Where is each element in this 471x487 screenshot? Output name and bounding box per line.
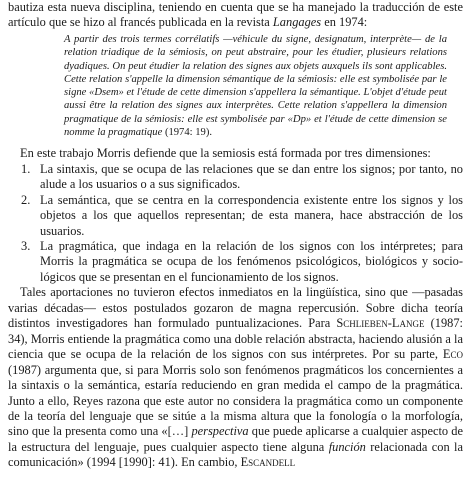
discussion-part-1: Tales aportaciones no tuvieron efectos inmediatos en la lingüística, sino que —pasadas varias décadas— estos postulados gozaron de magna repercusión. Sobre dicha teoría distintos investigadores han formulado puntualizaciones. Para [8, 285, 463, 331]
discussion-part-5: relacionada con la comunicación» (1994 [1990]: 41). En cambio, [8, 439, 463, 470]
list-item-number: 2. [21, 192, 31, 207]
list-item-text: La sintaxis, que se ocupa de las relaciones que se dan entre los signos; por tanto, no alude a los usuarios o a sus significados. [40, 161, 463, 192]
quote-citation: (1974: 19). [164, 126, 213, 138]
list-item [8, 239, 463, 285]
emphasis-perspectiva: perspectiva [191, 424, 249, 439]
author-eco: Eco [442, 347, 463, 362]
quote-text: A partir des trois termes corrélatifs —véhicule du signe, designatum, interprète— de la relation triadique de la sémiosis, on peut abstraire, pour les étudier, plusieurs relations dyadiques. On peut étudier la relation des signes aux objets auxquels ils sont applicables. Cette relation s'appelle la dimension sémantique de la sémiosis: elle est symbolisée par le signe «Dsem» et l'étude de cette dimension s'appellera la sémantique. L'objet d'étude peut aussi être la relation des signes aux interprètes. Cette relation s'appellera la dimension pragmatique de la sémiosis: elle est symbolisée par «Dp» et l'étude de cette dimension se nomme la pragmatique [64, 33, 447, 138]
list-item-number: 3. [21, 239, 31, 253]
list-item [8, 193, 463, 239]
discussion-part-3: (1987) argumenta que, si para Morris solo son fenómenos pragmáticos los concernientes a la sintaxis o la semántica, estaría reduciendo en gran medida el campo de la pragmática. Junto a ello, Reyes razona que este autor no considera la pragmática como un componente de la teoría del lenguaje que se sitúe a la misma altura que la fonología o la morfología, sino que la presenta como una «[…] [8, 362, 463, 439]
dimensions-list [8, 162, 463, 286]
author-schlieben-lange: Schlieben-Lange [336, 316, 425, 331]
list-item-text: La pragmática, que indaga en la relación de los signos con los intérpretes; para Morris la pragmática se ocupa de los fenómenos psicológicos, biológicos y socio-lógicos que se presentan en el funcionamiento de los signos. [40, 239, 463, 284]
paragraph-intro [8, 0, 463, 31]
journal-name: Langages [272, 15, 322, 30]
list-item-number: 1. [21, 161, 31, 176]
block-quote [64, 33, 447, 139]
discussion-part-4: que puede aplicarse a cualquier aspecto de la estructura del lenguaje, pues cualquier aspecto tiene alguna [8, 424, 463, 454]
author-escandell: Escandell [240, 455, 296, 470]
paragraph-discussion [8, 285, 463, 470]
paragraph-dimensions: En este trabajo Morris defiende que la semiosis está formada por tres dimensiones: [20, 146, 431, 161]
discussion-part-2: (1987: 34), Morris entiende la pragmática como una doble relación abstracta, haciendo alusión a la ciencia que se ocupa de la relación de los signos con sus intérpretes. Por su parte, [8, 316, 463, 362]
emphasis-funcion: función [328, 439, 366, 454]
intro-tail: en 1974: [321, 15, 368, 30]
list-item [8, 162, 463, 193]
list-item-text: La semántica, que se centra en la correspondencia existente entre los signos y los objetos a los que aquellos representan; de esta manera, hace abstracción de los usuarios. [40, 192, 463, 238]
intro-text: bautiza esta nueva disciplina, teniendo en cuenta que se ha manejado la traducción de este artículo que se hizo al francés publicada en la revista [8, 0, 463, 30]
